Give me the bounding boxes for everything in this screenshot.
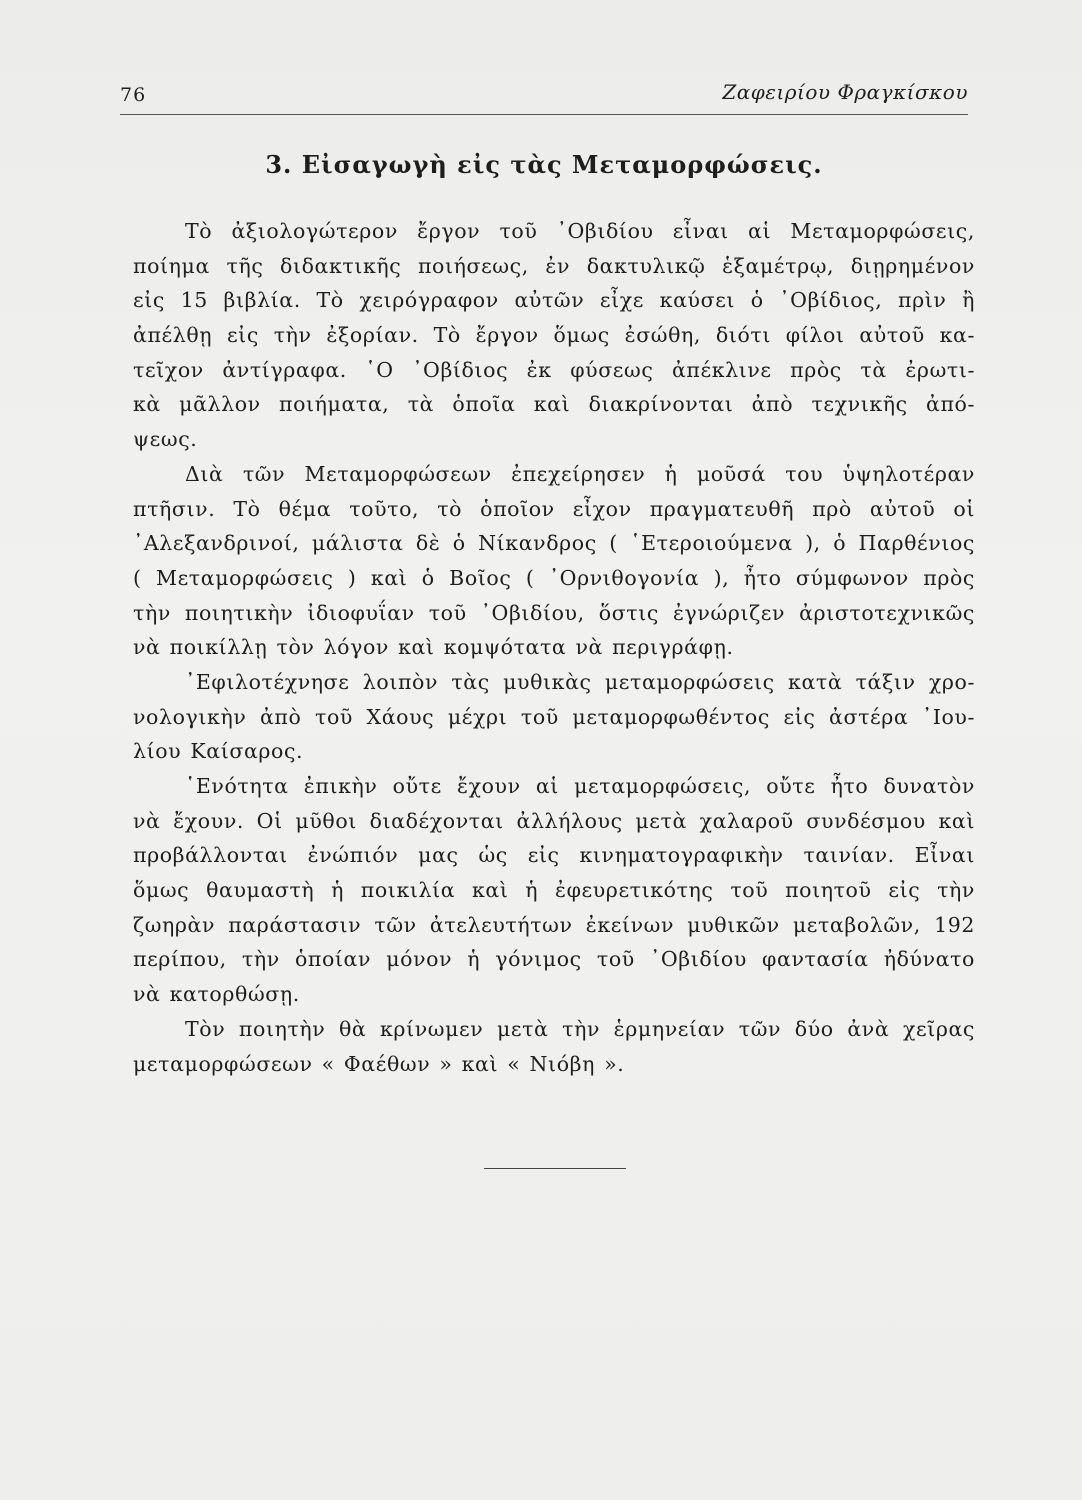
page-number: 76 [120,84,147,106]
text-line: εἰς 15 βιβλία. Τὸ χειρόγραφον αὐτῶν εἶχε καύσει ὁ ᾿Οβίδιος, πρὶν ἢ [133,288,975,313]
text-line: νὰ ἔχουν. Οἱ μῦθοι διαδέχονται ἀλλήλους μετὰ χαλαροῦ συνδέσμου καὶ [133,808,975,833]
end-rule [484,1168,626,1169]
text-line: ( Μεταμορφώσεις ) καὶ ὁ Βοῖος ( ᾿Ορνιθογονία ), ἦτο σύμφωνον πρὸς [133,565,975,590]
text-line: κὰ μᾶλλον ποιήματα, τὰ ὁποῖα καὶ διακρίνονται ἀπὸ τεχνικῆς ἀπό- [133,392,975,417]
text-line: ᾿Αλεξανδρινοί, μάλιστα δὲ ὁ Νίκανδρος ( ῾Ετεροιούμενα ), ὁ Παρθένιος [133,531,975,556]
text-line: ἀπέλθῃ εἰς τὴν ἐξορίαν. Τὸ ἔργον ὅμως ἐσώθη, διότι φίλοι αὐτοῦ κα- [133,323,975,348]
text-line: ᾿Εφιλοτέχνησε λοιπὸν τὰς μυθικὰς μεταμορφώσεις κατὰ τάξιν χρο- [185,669,975,694]
section-title: 3. Εἰσαγωγὴ εἰς τὰς Μεταμορφώσεις. [265,150,823,179]
text-line: τεῖχον ἀντίγραφα. ῾Ο ᾿Οβίδιος ἐκ φύσεως ἀπέκλινε πρὸς τὰ ἐρωτι- [133,357,975,382]
text-line: μεταμορφώσεων « Φαέθων » καὶ « Νιόβη ». [133,1051,625,1076]
page-header [120,78,968,115]
text-line: ποίημα τῆς διδακτικῆς ποιήσεως, ἐν δακτυλικῷ ἑξαμέτρῳ, διῃρημένον [133,253,975,278]
text-line: Διὰ τῶν Μεταμορφώσεων ἐπεχείρησεν ἡ μοῦσά του ὑψηλοτέραν [185,461,975,486]
running-head: Ζαφειρίου Φραγκίσκου [722,80,968,104]
text-line: νὰ ποικίλλῃ τὸν λόγον καὶ κομψότατα νὰ περιγράφῃ. [133,635,734,660]
text-line: νὰ κατορθώσῃ. [133,982,300,1007]
body-text [133,214,975,1081]
text-line: λίου Καίσαρος. [133,739,304,764]
text-line: ζωηρὰν παράστασιν τῶν ἀτελευτήτων ἐκείνων μυθικῶν μεταβολῶν, 192 [133,912,975,937]
text-line: προβάλλονται ἐνώπιόν μας ὡς εἰς κινηματογραφικὴν ταινίαν. Εἶναι [133,843,975,868]
text-line: περίπου, τὴν ὁποίαν μόνον ἡ γόνιμος τοῦ ᾿Οβιδίου φαντασία ἠδύνατο [133,947,975,972]
text-line: ψεως. [133,427,198,452]
text-line: πτῆσιν. Τὸ θέμα τοῦτο, τὸ ὁποῖον εἶχον πραγματευθῆ πρὸ αὐτοῦ οἱ [133,496,975,521]
text-line: Τὸ ἀξιολογώτερον ἔργον τοῦ ᾿Οβιδίου εἶναι αἱ Μεταμορφώσεις, [185,219,975,243]
text-line: τὴν ποιητικὴν ἰδιοφυΐαν τοῦ ᾿Οβιδίου, ὅστις ἐγνώριζεν ἀριστοτεχνικῶς [133,600,975,625]
text-line: ῾Ενότητα ἐπικὴν οὔτε ἔχουν αἱ μεταμορφώσεις, οὔτε ἦτο δυνατὸν [185,774,975,798]
text-line: Τὸν ποιητὴν θὰ κρίνωμεν μετὰ τὴν ἑρμηνείαν τῶν δύο ἀνὰ χεῖρας [185,1016,975,1041]
text-line: ὅμως θαυμαστὴ ἡ ποικιλία καὶ ἡ ἐφευρετικότης τοῦ ποιητοῦ εἰς τὴν [133,878,975,903]
text-line: νολογικὴν ἀπὸ τοῦ Χάους μέχρι τοῦ μεταμορφωθέντος εἰς ἀστέρα ᾿Ιου- [133,704,975,729]
